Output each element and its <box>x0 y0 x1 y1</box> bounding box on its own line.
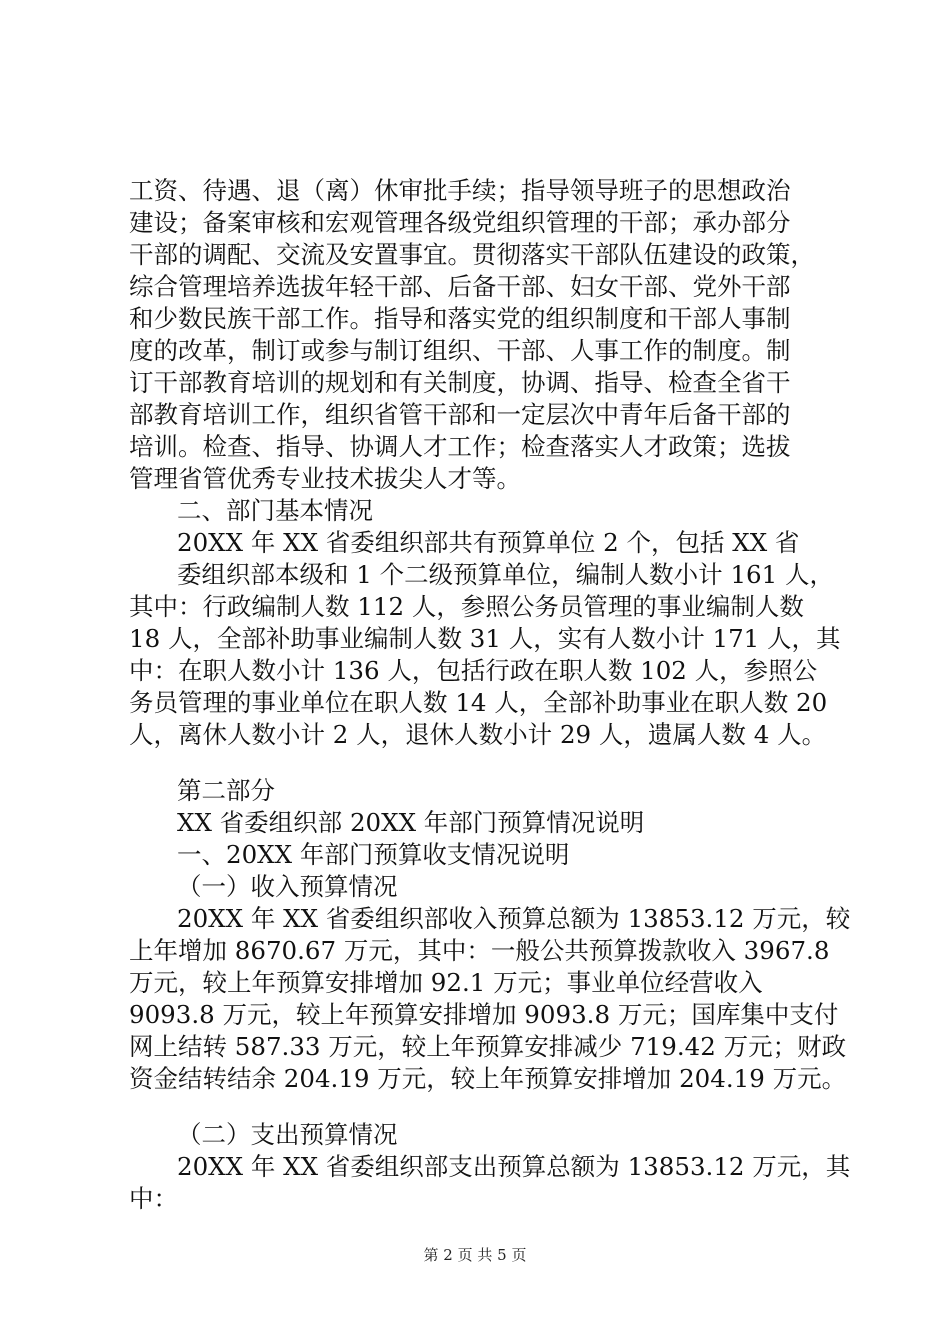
section-heading: 二、部门基本情况 <box>177 496 373 525</box>
body-text-line: 和少数民族干部工作。指导和落实党的组织制度和干部人事制 <box>129 304 791 333</box>
body-text-line: 干部的调配、交流及安置事宜。贯彻落实干部队伍建设的政策， <box>129 240 815 269</box>
body-text-line: 培训。检查、指导、协调人才工作；检查落实人才政策；选拔 <box>129 432 791 461</box>
body-text-line: 订干部教育培训的规划和有关制度，协调、指导、检查全省干 <box>129 368 791 397</box>
body-text-line: 委组织部本级和 1 个二级预算单位，编制人数小计 161 人， <box>177 560 834 589</box>
section-heading: 一、20XX 年部门预算收支情况说明 <box>177 840 570 869</box>
body-text-line: 9093.8 万元，较上年预算安排增加 9093.8 万元；国库集中支付 <box>129 1000 839 1029</box>
subsection-heading: （一）收入预算情况 <box>177 872 398 901</box>
part-heading: 第二部分 <box>177 776 275 805</box>
body-text-line: 人，离休人数小计 2 人，退休人数小计 29 人，遗属人数 4 人。 <box>129 720 827 749</box>
body-text-line: 综合管理培养选拔年轻干部、后备干部、妇女干部、党外干部 <box>129 272 791 301</box>
page-footer: 第 2 页 共 5 页 <box>423 1246 527 1264</box>
body-text-line: 20XX 年 XX 省委组织部支出预算总额为 13853.12 万元，其 <box>177 1152 851 1181</box>
part-title: XX 省委组织部 20XX 年部门预算情况说明 <box>177 808 645 837</box>
body-text-line: 20XX 年 XX 省委组织部收入预算总额为 13853.12 万元，较 <box>177 904 851 933</box>
body-text-line: 工资、待遇、退（离）休审批手续；指导领导班子的思想政治 <box>129 176 791 205</box>
body-text-line: 部教育培训工作，组织省管干部和一定层次中青年后备干部的 <box>129 400 791 429</box>
body-text-line: 20XX 年 XX 省委组织部共有预算单位 2 个，包括 XX 省 <box>177 528 800 557</box>
subsection-heading: （二）支出预算情况 <box>177 1120 398 1149</box>
body-text-line: 18 人，全部补助事业编制人数 31 人，实有人数小计 171 人，其 <box>129 624 841 653</box>
body-text-line: 管理省管优秀专业技术拔尖人才等。 <box>129 464 521 493</box>
body-text-line: 资金结转结余 204.19 万元，较上年预算安排增加 204.19 万元。 <box>129 1064 847 1093</box>
body-text-line: 务员管理的事业单位在职人数 14 人，全部补助事业在职人数 20 <box>129 688 828 717</box>
body-text-line: 建设；备案审核和宏观管理各级党组织管理的干部；承办部分 <box>129 208 791 237</box>
body-text-line: 上年增加 8670.67 万元，其中：一般公共预算拨款收入 3967.8 <box>129 936 830 965</box>
body-text-line: 中：在职人数小计 136 人，包括行政在职人数 102 人，参照公 <box>129 656 818 685</box>
body-text-line: 中： <box>129 1184 178 1213</box>
body-text-line: 网上结转 587.33 万元，较上年预算安排减少 719.42 万元；财政 <box>129 1032 847 1061</box>
body-text-line: 度的改革，制订或参与制订组织、干部、人事工作的制度。制 <box>129 336 791 365</box>
body-text-line: 万元，较上年预算安排增加 92.1 万元；事业单位经营收入 <box>129 968 763 997</box>
body-text-line: 其中：行政编制人数 112 人，参照公务员管理的事业编制人数 <box>129 592 804 621</box>
